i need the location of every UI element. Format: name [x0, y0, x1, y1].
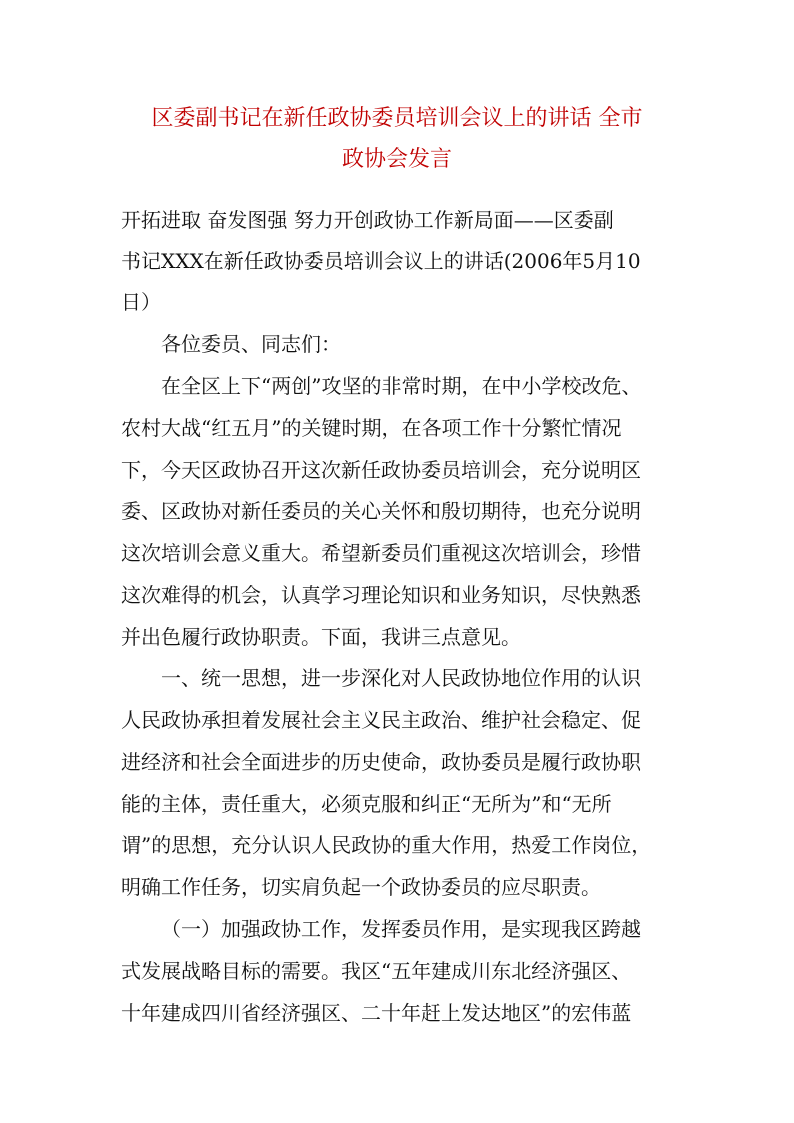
body-line: 这次培训会意义重大。希望新委员们重视这次培训会，珍惜	[121, 541, 641, 565]
body-line: 日）	[121, 290, 161, 314]
body-line: 进经济和社会全面进步的历史使命，政协委员是履行政协职	[121, 750, 641, 774]
salutation-line: 各位委员、同志们：	[161, 332, 341, 356]
section-heading-line: 一、统一思想，进一步深化对人民政协地位作用的认识	[161, 666, 641, 690]
body-line: 书记XXX在新任政协委员培训会议上的讲话(2006年5月10	[121, 249, 641, 273]
body-line: 人民政协承担着发展社会主义民主政治、维护社会稳定、促	[121, 708, 641, 732]
body-line: 谓”的思想，充分认识人民政协的重大作用，热爱工作岗位，	[121, 833, 652, 857]
body-line: 明确工作任务，切实肩负起一个政协委员的应尽职责。	[121, 875, 601, 899]
body-line: 十年建成四川省经济强区、二十年赶上发达地区”的宏伟蓝	[121, 1001, 632, 1025]
subsection-line: （一）加强政协工作，发挥委员作用，是实现我区跨越	[161, 917, 641, 941]
body-line: 在全区上下“两创”攻坚的非常时期，在中小学校改危、	[161, 374, 642, 398]
body-line: 农村大战“红五月”的关键时期，在各项工作十分繁忙情况	[121, 416, 622, 440]
body-line: 式发展战略目标的需要。我区“五年建成川东北经济强区、	[121, 959, 632, 983]
document-title-line-2: 政协会发言	[341, 147, 452, 172]
body-line: 能的主体，责任重大，必须克服和纠正“无所为”和“无所	[121, 792, 612, 816]
body-line: 这次难得的机会，认真学习理论知识和业务知识，尽快熟悉	[121, 583, 641, 607]
body-line: 开拓进取 奋发图强 努力开创政协工作新局面——区委副	[121, 208, 614, 232]
body-line: 下，今天区政协召开这次新任政协委员培训会，充分说明区	[121, 458, 641, 482]
body-line: 委、区政协对新任委员的关心关怀和殷切期待，也充分说明	[121, 499, 641, 523]
document-title-line-1: 区委副书记在新任政协委员培训会议上的讲话 全市	[151, 106, 643, 131]
body-line: 并出色履行政协职责。下面，我讲三点意见。	[121, 625, 521, 649]
